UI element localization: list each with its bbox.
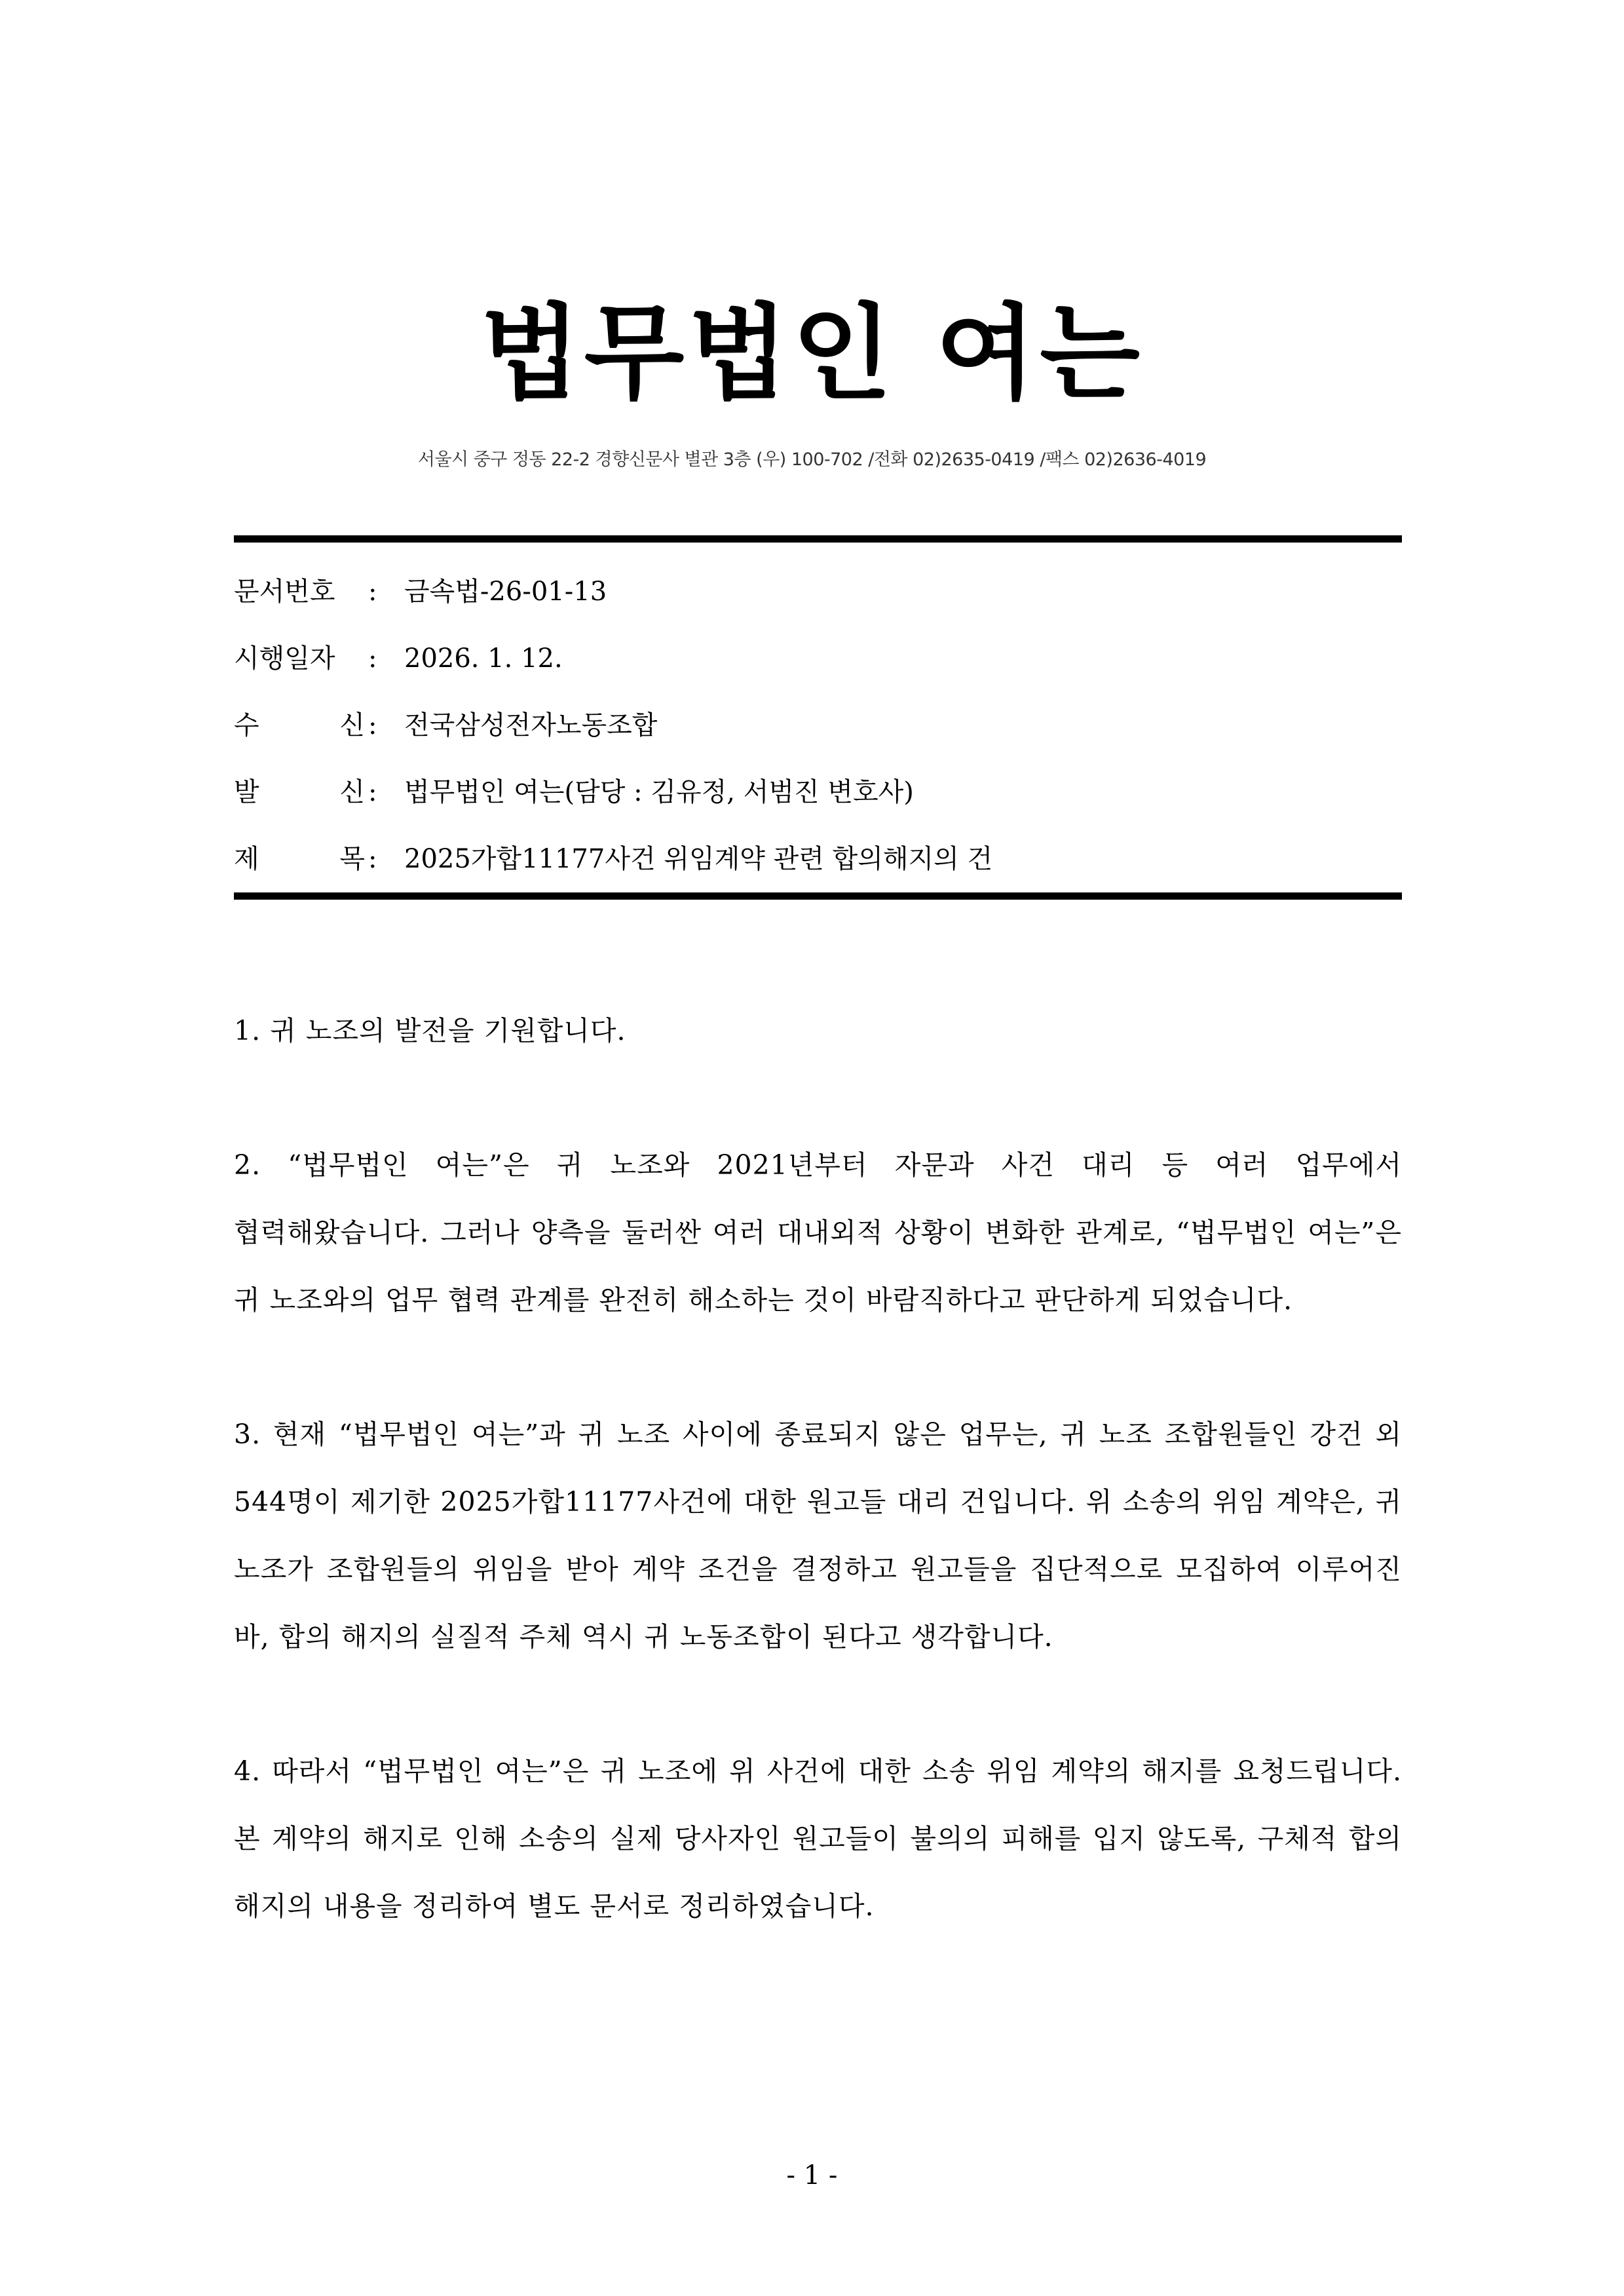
meta-value-document-number: 금속법-26-01-13 bbox=[404, 577, 607, 607]
meta-row-subject bbox=[234, 826, 1402, 892]
letterhead-address: 서울시 중구 정동 22-2 경향신문사 별관 3층 (우) 100-702 /전화 02)2635-0419 /팩스 02)2636-4019 bbox=[417, 450, 1207, 470]
meta-label-char: 신 bbox=[339, 777, 365, 807]
meta-colon: : bbox=[368, 577, 377, 607]
meta-value-recipient: 전국삼성전자노동조합 bbox=[404, 710, 658, 740]
meta-label: 문서번호 bbox=[234, 577, 335, 607]
body-paragraph-3: 3. 현재 “법무법인 여는”과 귀 노조 사이에 종료되지 않은 업무는, 귀 노조 조합원들인 강건 외 544명이 제기한 2025가합11177사건에 대한 원고들 대리 건입니다. 위 소송의 위임 계약은, 귀 노조가 조합원들의 위임을 받아 계약 조건을 결정하고 원고들을 집단적으로 모집하여 이루어진 바, 합의 해지의 실질적 주체 역시 귀 노동조합이 된다고 생각합니다. bbox=[234, 1419, 1402, 1653]
meta-value-subject: 2025가합11177사건 위임계약 관련 합의해지의 건 bbox=[404, 844, 993, 874]
meta-label-char: 발 bbox=[234, 777, 259, 807]
page-number: - 1 - bbox=[786, 2160, 838, 2191]
meta-value-effective-date: 2026. 1. 12. bbox=[404, 643, 563, 674]
header-divider-bottom bbox=[234, 892, 1402, 900]
meta-label bbox=[234, 826, 365, 892]
meta-row-sender bbox=[234, 759, 1402, 826]
header-divider-top bbox=[234, 535, 1402, 543]
meta-colon: : bbox=[368, 643, 377, 674]
meta-label bbox=[234, 692, 365, 759]
meta-value-sender: 법무법인 여는(담당 : 김유정, 서범진 변호사) bbox=[404, 777, 914, 807]
meta-colon: : bbox=[368, 777, 377, 807]
meta-colon: : bbox=[368, 844, 377, 874]
letter-body bbox=[234, 997, 1402, 2007]
meta-label-char: 제 bbox=[234, 844, 259, 874]
meta-label-char: 목 bbox=[339, 844, 365, 874]
meta-label-char: 신 bbox=[339, 710, 365, 740]
document-meta bbox=[234, 558, 1402, 892]
body-paragraph-4: 4. 따라서 “법무법인 여는”은 귀 노조에 위 사건에 대한 소송 위임 계약의 해지를 요청드립니다. 본 계약의 해지로 인해 소송의 실제 당사자인 원고들이 불의의 피해를 입지 않도록, 구체적 합의 해지의 내용을 정리하여 별도 문서로 정리하였습니다. bbox=[234, 1755, 1402, 1922]
meta-row-effective-date bbox=[234, 625, 1402, 692]
meta-row-document-number bbox=[234, 558, 1402, 625]
meta-row-recipient bbox=[234, 692, 1402, 759]
meta-label-char: 수 bbox=[234, 710, 259, 740]
meta-colon: : bbox=[368, 710, 377, 740]
meta-label bbox=[234, 759, 365, 826]
body-paragraph-1: 1. 귀 노조의 발전을 기원합니다. bbox=[234, 1015, 626, 1046]
body-paragraph-2: 2. “법무법인 여는”은 귀 노조와 2021년부터 자문과 사건 대리 등 여러 업무에서 협력해왔습니다. 그러나 양측을 둘러싼 여러 대내외적 상황이 변화한 관계로, “법무법인 여는”은 귀 노조와의 업무 협력 관계를 완전히 해소하는 것이 바람직하다고 판단하게 되었습니다. bbox=[234, 1149, 1402, 1316]
meta-label: 시행일자 bbox=[234, 643, 335, 674]
letterhead-firm-name: 법무법인 여는 bbox=[480, 294, 1144, 414]
